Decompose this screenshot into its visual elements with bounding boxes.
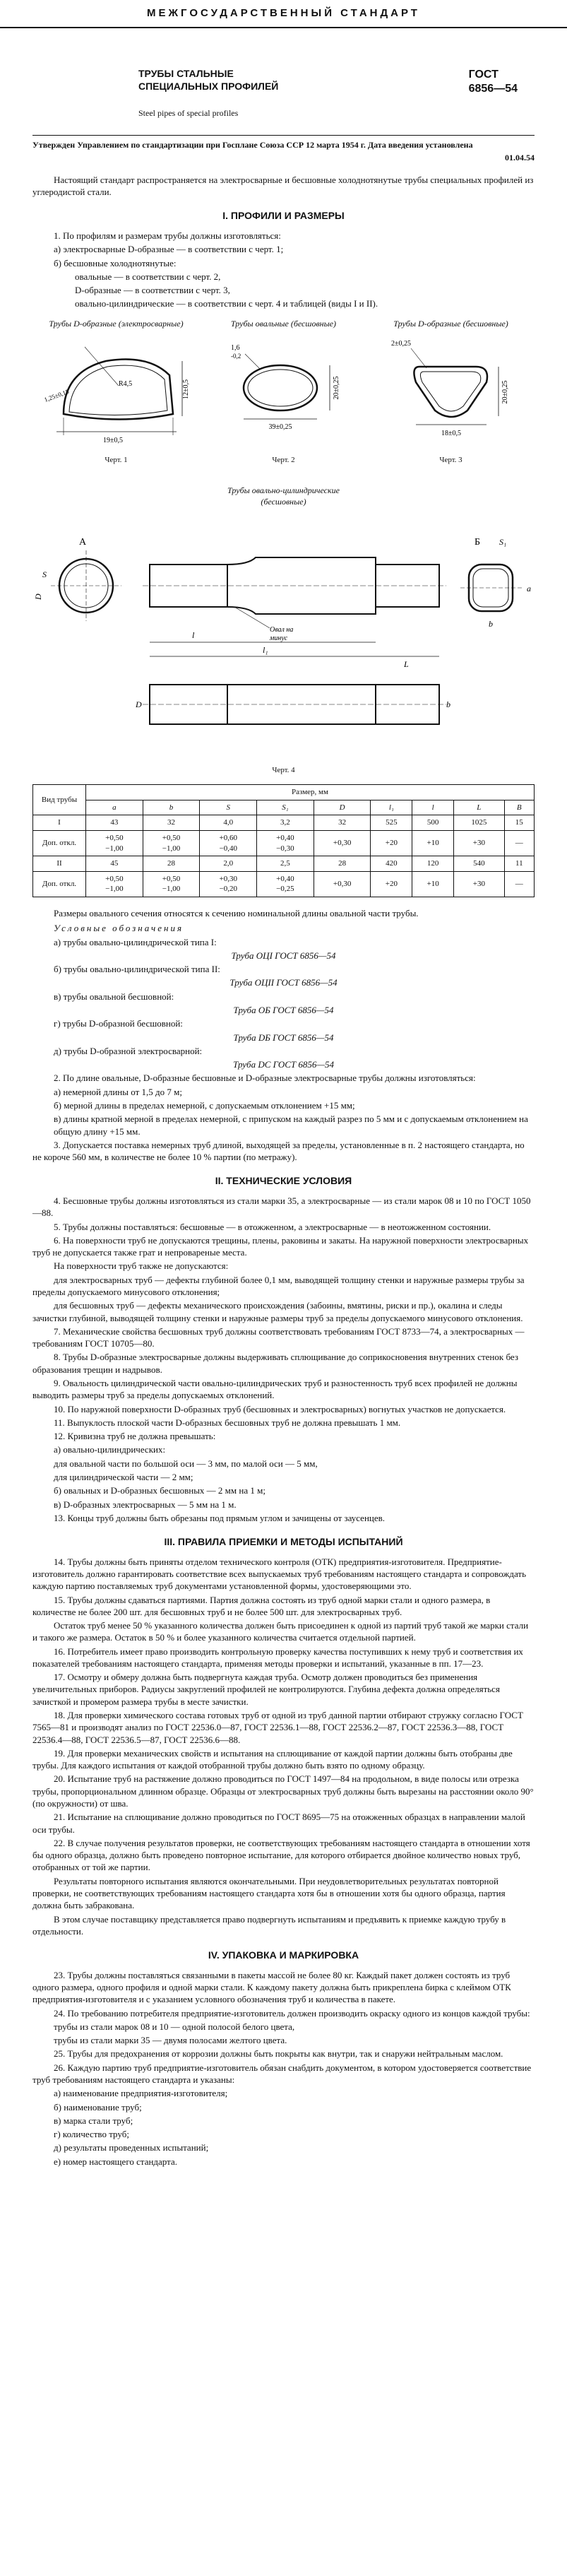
conv-c: в) трубы овальной бесшовной: — [54, 991, 174, 1002]
table-header-row — [33, 800, 535, 815]
title-ru-line1: ТРУБЫ СТАЛЬНЫЕ — [138, 68, 234, 79]
fig4-label-b-dim: b — [488, 618, 493, 629]
fig4-oval-note-2: минус — [269, 634, 287, 642]
s1-p2a: а) немерной длины от 1,5 до 7 м; — [54, 1086, 182, 1097]
section2-paragraph: 12. Кривизна труб не должна превышать: — [54, 1431, 216, 1442]
table-cell: 540 — [454, 856, 505, 872]
document-header — [32, 68, 535, 119]
conv-d-designation: Труба DБ ГОСТ 6856—54 — [233, 1032, 334, 1043]
table-cell: 1025 — [454, 815, 505, 831]
section3-paragraph: 14. Трубы должны быть приняты отделом технического контроля (ОТК) предприятия-изготовителя. Предприятие-изготовитель должно гарантировать соответствие всех выпускаемых труб требованиям настоящего стандарта и сопровождать каждую партию поставляемых труб документами установленной формы, удостоверяющими это. — [32, 1556, 527, 1592]
table-cell: 43 — [86, 815, 143, 831]
table-col-header: a — [86, 800, 143, 815]
figure-4 — [32, 485, 535, 776]
section2-paragraph: б) овальных и D-образных бесшовных — 2 мм на 1 м; — [54, 1485, 265, 1496]
section4-paragraph: 25. Трубы для предохранения от коррозии должны быть покрыты как внутри, так и снаружи нейтральным маслом. — [54, 2048, 503, 2060]
table-row — [33, 830, 535, 856]
table-cell: 28 — [143, 856, 200, 872]
section3-paragraph: Остаток труб менее 50 % указанного количества должен быть присоединен к одной из партий труб такой же марки стали и такого же размера. Остаток в 50 % и более указанного количества считается отдельной партией. — [32, 1620, 529, 1643]
fig2-wall-tol: -0,2 — [230, 352, 241, 360]
intro-paragraph: Настоящий стандарт распространяется на электросварные и бесшовные холоднотянутые трубы специальных профилей из углеродистой стали. — [32, 174, 534, 198]
oval-note-paragraph: Размеры овального сечения относятся к сечению номинальной длины овальной части трубы. — [54, 908, 419, 919]
fig3-height-dim: 20±0,25 — [501, 380, 509, 404]
conv-c-designation: Труба ОБ ГОСТ 6856—54 — [233, 1005, 334, 1016]
section4-paragraph: д) результаты проведенных испытаний; — [54, 2142, 209, 2153]
table-cell: 420 — [371, 856, 412, 872]
table-cell: +0,50 −1,00 — [143, 871, 200, 897]
table-col-header: l₁ — [371, 800, 412, 815]
gost-label: ГОСТ — [468, 69, 499, 81]
section2-paragraph: для цилиндрической части — 2 мм; — [54, 1471, 193, 1482]
table-col-header: D — [314, 800, 371, 815]
table-col-header: S₁ — [257, 800, 314, 815]
s1-p2b: б) мерной длины в пределах немерной, с допускаемым отклонением +15 мм; — [54, 1100, 355, 1111]
section2-paragraph: 13. Концы труб должны быть обрезаны под прямым углом и зачищены от заусенцев. — [54, 1512, 386, 1523]
table-body — [33, 815, 535, 897]
introduction-date: 01.04.54 — [505, 152, 535, 163]
title-ru-line2: СПЕЦИАЛЬНЫХ ПРОФИЛЕЙ — [138, 80, 279, 92]
section-2-body — [32, 1195, 535, 1524]
section2-paragraph: для электросварных труб — дефекты глубиной более 0,1 мм, выводящей толщину стенки и наружные размеры трубы за пределы допускаемого минусового отклонения; — [32, 1274, 525, 1297]
gost-number: 6856—54 — [468, 83, 518, 95]
fig4-label-big-l: L — [403, 658, 409, 669]
section3-paragraph: В этом случае поставщику представляется право подвергнуть испытаниям и предъявить к приемке каждую трубу в отдельности. — [32, 1913, 506, 1937]
table-cell: +20 — [371, 830, 412, 856]
conv-e-designation: Труба DС ГОСТ 6856—54 — [233, 1059, 334, 1070]
fig2-height-dim: 20±0,25 — [332, 376, 340, 400]
table-col-header: B — [504, 800, 534, 815]
section4-paragraph: а) наименование предприятия-изготовителя; — [54, 2088, 228, 2099]
section4-paragraph: 23. Трубы должны поставляться связанными в пакеты массой не более 80 кг. Каждый пакет должен состоять из труб одного размера, одного профиля и одной марки стали. К каждому пакету должна быть прикреплена бирка с клеймом ОТК предприятия-изготовителя и с указанием условного обозначения труб и количества в пакете. — [32, 1969, 511, 2005]
figure-3 — [374, 319, 529, 466]
conv-b: б) трубы овально-цилиндрической типа II: — [54, 964, 220, 975]
section4-paragraph: трубы из стали марок 08 и 10 — одной полосой белого цвета, — [54, 2021, 295, 2032]
conventions-title: Условные обозначения — [54, 923, 184, 934]
section2-paragraph: 9. Овальность цилиндрической части овально-цилиндрических труб и разностенность труб всех профилей не должны выводить размеры труб за пределы допускаемых отклонений. — [32, 1377, 518, 1401]
fig4-label-l1: l₁ — [262, 644, 268, 655]
table-cell: 2,0 — [200, 856, 257, 872]
fig4-label-d: D — [32, 593, 43, 600]
section3-paragraph: 22. В случае получения результатов проверки, не соответствующих требованиям настоящего стандарта в отношении хотя бы одного образца, должно быть проведено повторное испытание, для которого отбирается двойное количество новых труб, отобранных от той же партии. — [32, 1837, 530, 1873]
section2-paragraph: 8. Трубы D-образные электросварные должны выдерживать сплющивание до соприкосновения внутренних стенок без образования трещин и надрывов. — [32, 1352, 518, 1375]
section2-paragraph: а) овально-цилиндрических: — [54, 1444, 166, 1455]
table-col-header: S — [200, 800, 257, 815]
section3-paragraph: 18. Для проверки химического состава готовых труб от одной из труб данной партии отбирают стружку согласно ГОСТ 7565—81 и производят анализ по ГОСТ 22536.0—87, ГОСТ 22536.1—88, ГОСТ 22536.2—87, ГОСТ 22536.3—88, ГОСТ 22536.4—88, ГОСТ 22536.5—87, ГОСТ 22536.6—88. — [32, 1710, 523, 1745]
conv-a: а) трубы овально-цилиндрической типа I: — [54, 936, 217, 947]
table-cell: +0,30 −0,20 — [200, 871, 257, 897]
section4-paragraph: 24. По требованию потребителя предприятие-изготовитель должен производить окраску одного из концов каждой трубы: — [54, 2007, 530, 2019]
section2-paragraph: 7. Механические свойства бесшовных труб должны соответствовать требованиям ГОСТ 8733—74, а электросварных — требованиям ГОСТ 10705—80. — [32, 1325, 525, 1349]
section-3-title: III. ПРАВИЛА ПРИЕМКИ И МЕТОДЫ ИСПЫТАНИЙ — [164, 1536, 403, 1548]
table-cell: +0,40 −0,25 — [257, 871, 314, 897]
table-cell: — — [504, 871, 534, 897]
fig4-oval-note-1: Овал на — [269, 625, 293, 634]
table-cell: +0,60 −0,40 — [200, 830, 257, 856]
figure-4-caption: Трубы овально-цилиндрические (бесшовные) — [227, 485, 340, 507]
table-cell: 15 — [504, 815, 534, 831]
table-cell: 120 — [412, 856, 454, 872]
figure-3-number: Черт. 3 — [439, 456, 462, 465]
table-cell: 11 — [504, 856, 534, 872]
gost-number-block — [469, 68, 535, 119]
section3-paragraph: 15. Трубы должны сдаваться партиями. Партия должна состоять из труб одной марки стали и одного размера, в количестве не более 200 шт. для бесшовных труб и не более 500 шт. для электросварных труб. — [32, 1594, 491, 1617]
fig1-wall-dim: 1,25±0,15 — [42, 387, 70, 403]
fig4-label-s1: S₁ — [499, 536, 506, 547]
fig1-height-dim: 12±0,5 — [181, 379, 190, 399]
section2-paragraph: 6. На поверхности труб не допускаются трещины, плены, раковины и закаты. На наружной поверхности электросварных труб не допускается также грат и непровареные места. — [32, 1234, 529, 1258]
conv-b-designation: Труба ОЦII ГОСТ 6856—54 — [229, 977, 338, 988]
table-col-header: l — [412, 800, 454, 815]
s1-p1a: а) электросварные D-образные — в соответствии с черт. 1; — [54, 244, 284, 255]
conv-e: д) трубы D-образной электросварной: — [54, 1045, 203, 1056]
table-cell-kind: I — [33, 815, 86, 831]
section2-paragraph: 11. Выпуклость плоской части D-образных бесшовных труб не должна превышать 1 мм. — [54, 1417, 401, 1428]
table-col-header: b — [143, 800, 200, 815]
section2-paragraph: для бесшовных труб — дефекты механического происхождения (забоины, вмятины, риски и пр.), окалина и следы зачистки глубиной, выводящей толщину стенки и наружные размеры труб за пределы допускаемого минусового отклонения. — [32, 1300, 523, 1323]
table-cell: 500 — [412, 815, 454, 831]
section-4-title: IV. УПАКОВКА И МАРКИРОВКА — [208, 1949, 359, 1961]
section2-paragraph: 5. Трубы должны поставляться: бесшовные — в отожженном, а электросварные — в неотожженном состоянии. — [54, 1221, 491, 1232]
fig2-width-dim: 39±0,25 — [268, 423, 292, 431]
s1-p3: 3. Допускается поставка немерных труб длиной, выходящей за пределы, установленные в п. 2 настоящего стандарта, но не короче 560 мм, в количестве не более 10 % партии (по метражу). — [32, 1139, 525, 1163]
table-cell: +30 — [454, 871, 505, 897]
fig3-wall-dim: 2±0,25 — [390, 339, 411, 348]
section3-paragraph: 17. Осмотру и обмеру должна быть подвергнута каждая труба. Осмотр должен проводиться без применения увеличительных приборов. Радиусы закруглений профилей не контролируются. Глубина дефекта должна определяться зачисткой и промером размера трубы в месте зачистки. — [32, 1672, 500, 1707]
fig4-label-s: S — [42, 569, 47, 579]
figure-4-number: Черт. 4 — [272, 766, 295, 775]
conv-d: г) трубы D-образной бесшовной: — [54, 1018, 183, 1029]
standard-banner: МЕЖГОСУДАРСТВЕННЫЙ СТАНДАРТ — [0, 0, 567, 28]
table-row — [33, 856, 535, 872]
table-col-header: L — [454, 800, 505, 815]
fig4-label-d-bottom: D — [135, 699, 142, 709]
s1-p2: 2. По длине овальные, D-образные бесшовные и D-образные электросварные трубы должны изготовляться: — [54, 1073, 476, 1084]
table-cell: +0,50 −1,00 — [143, 830, 200, 856]
table-cell: +0,50 −1,00 — [86, 871, 143, 897]
table-cell: 32 — [143, 815, 200, 831]
fig4-label-a: А — [78, 536, 86, 548]
header-divider — [32, 135, 535, 136]
fig2-wall-dim: 1,6 — [230, 343, 239, 352]
table-row — [33, 815, 535, 831]
section3-paragraph: 20. Испытание труб на растяжение должно проводиться по ГОСТ 1497—84 на продольном, в виде полосы или отрезка трубы, пропорциональном длинном образце. Образцы от электросварных труб должны быть вырезаны на расстоянии около 90° (по окружности) от шва. — [32, 1773, 534, 1809]
table-cell: +10 — [412, 830, 454, 856]
section2-paragraph: На поверхности труб также не допускаются: — [54, 1260, 229, 1272]
section3-paragraph: 19. Для проверки механических свойств и испытания на сплющивание от каждой партии должны быть отобраны две трубы. Для каждого испытания от каждой отобранной трубы должно быть взято по одному образцу. — [32, 1747, 513, 1771]
table-cell: 28 — [314, 856, 371, 872]
figure-3-caption: Трубы D-образные (бесшовные) — [393, 318, 508, 329]
s1-p1b2: D-образные — в соответствии с черт. 3, — [75, 285, 230, 296]
table-cell-kind: Доп. откл. — [33, 830, 86, 856]
fig4-label-a-dim: a — [526, 583, 531, 593]
table-cell-kind: II — [33, 856, 86, 872]
table-header-size: Размер, мм — [86, 785, 535, 800]
section-1-title: I. ПРОФИЛИ И РАЗМЕРЫ — [222, 210, 345, 222]
section-2-title: II. ТЕХНИЧЕСКИЕ УСЛОВИЯ — [215, 1175, 352, 1187]
table-cell: +20 — [371, 871, 412, 897]
title-block — [32, 68, 278, 119]
figure-1-number: Черт. 1 — [105, 456, 128, 465]
table-cell: +0,30 — [314, 871, 371, 897]
table-cell: 32 — [314, 815, 371, 831]
figure-2-caption: Трубы овальные (бесшовные) — [230, 318, 337, 329]
section2-paragraph: 4. Бесшовные трубы должны изготовляться из стали марки 35, а электросварные — из стали марок 08 и 10 по ГОСТ 1050—88. — [32, 1195, 531, 1219]
title-en: Steel pipes of special profiles — [138, 108, 239, 118]
s1-p2c: в) длины кратной мерной в пределах немерной, с припуском на каждый разрез по 5 мм и с допускаемым отклонением на общую длину +15 мм. — [54, 1113, 528, 1137]
figure-1 — [39, 319, 194, 466]
table-row — [33, 871, 535, 897]
section3-paragraph: 21. Испытание на сплющивание должно проводиться по ГОСТ 8695—75 на отожженных образцах в направлении малой оси трубы. — [32, 1812, 525, 1835]
table-cell-kind: Доп. откл. — [33, 871, 86, 897]
section3-paragraph: Результаты повторного испытания являются окончательными. При неудовлетворительных результатах повторной проверки, не соответствующих требованиям настоящего стандарта хотя бы в отношении хотя бы одного образца, партия должна быть забракована. — [32, 1875, 506, 1911]
table-cell: 3,2 — [257, 815, 314, 831]
section4-paragraph: 26. Каждую партию труб предприятие-изготовитель обязан снабдить документом, в котором удостоверяется соответствие труб требованиям настоящего стандарта и указаны: — [32, 2062, 532, 2085]
section-3-body — [32, 1556, 535, 1937]
conv-a-designation: Труба ОЦI ГОСТ 6856—54 — [231, 950, 336, 961]
s1-p1: 1. По профилям и размерам трубы должны изготовляться: — [54, 230, 281, 242]
figure-2-drawing — [217, 333, 351, 449]
table-cell: +0,30 — [314, 830, 371, 856]
dimensions-table — [32, 784, 535, 897]
figure-2-number: Черт. 2 — [272, 456, 295, 465]
table-cell: +0,40 −0,30 — [257, 830, 314, 856]
s1-p1b: б) бесшовные холоднотянутые: — [54, 257, 177, 268]
section4-paragraph: б) наименование труб; — [54, 2101, 142, 2113]
table-cell: +0,50 −1,00 — [86, 830, 143, 856]
table-cell: 45 — [86, 856, 143, 872]
figure-2 — [206, 319, 362, 466]
fig4-label-b: Б — [474, 536, 480, 548]
section4-paragraph: трубы из стали марки 35 — двумя полосами желтого цвета. — [54, 2035, 287, 2046]
section-4-body — [32, 1969, 535, 2168]
figure-4-drawing — [32, 508, 531, 762]
figure-1-caption: Трубы D-образные (электросварные) — [49, 318, 184, 329]
table-cell: — — [504, 830, 534, 856]
table-cell: +30 — [454, 830, 505, 856]
profile-figures-row — [32, 319, 535, 466]
section3-paragraph: 16. Потребитель имеет право производить контрольную проверку качества поступивших к нему труб и соответствия их показателей требованиям настоящего стандарта, применяя методы проверки и испытаний, указанные в пп. 17—23. — [32, 1646, 523, 1669]
section4-paragraph: г) количество труб; — [54, 2129, 129, 2140]
s1-p1b1: овальные — в соответствии с черт. 2, — [75, 271, 221, 282]
section2-paragraph: для овальной части по большой оси — 3 мм, по малой оси — 5 мм, — [54, 1458, 318, 1469]
s1-p1b3: овально-цилиндрические — в соответствии с черт. 4 и таблицей (виды I и II). — [75, 298, 378, 309]
fig1-width-dim: 19±0,5 — [102, 436, 123, 444]
table-header-kind: Вид трубы — [33, 785, 86, 815]
section2-paragraph: в) D-образных электросварных — 5 мм на 1 м. — [54, 1499, 237, 1510]
fig3-width-dim: 18±0,5 — [441, 429, 461, 437]
section2-paragraph: 10. По наружной поверхности D-образных труб (бесшовных и электросварных) вогнутых участков не допускается. — [54, 1403, 506, 1414]
table-cell: 525 — [371, 815, 412, 831]
figure-1-drawing — [42, 333, 191, 449]
table-cell: +10 — [412, 871, 454, 897]
fig4-label-l: l — [191, 630, 194, 640]
approval-note: Утвержден Управлением по стандартизации при Госплане Союза ССР 12 марта 1954 г. Дата введения установлена — [32, 139, 473, 150]
table-cell: 4,0 — [200, 815, 257, 831]
section4-paragraph: е) номер настоящего стандарта. — [54, 2156, 177, 2167]
fig4-label-b-bottom: b — [446, 699, 450, 709]
fig1-radius-dim: R4,5 — [118, 379, 132, 388]
table-cell: 2,5 — [257, 856, 314, 872]
figure-3-drawing — [384, 333, 518, 449]
section4-paragraph: в) марка стали труб; — [54, 2115, 133, 2126]
